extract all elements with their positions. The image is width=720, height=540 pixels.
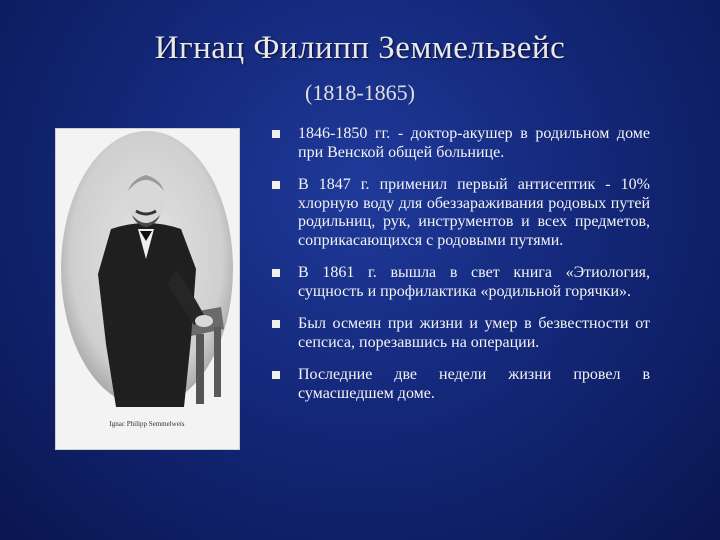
square-bullet-icon	[272, 130, 280, 138]
bullet-item	[272, 366, 650, 403]
square-bullet-icon	[272, 320, 280, 328]
bullet-text: Был осмеян при жизни и умер в безвестности от сепсиса, порезавшись на операции.	[298, 315, 650, 351]
square-bullet-icon	[272, 181, 280, 189]
slide-subtitle: (1818-1865)	[305, 80, 415, 105]
bullet-item	[272, 315, 650, 352]
bullet-text: В 1861 г. вышла в свет книга «Этиология, сущность и профилактика «родильной горячки».	[298, 264, 650, 300]
portrait-photo-icon	[56, 129, 239, 449]
bullet-text: 1846-1850 гг. - доктор-акушер в родильном доме при Венской общей больнице.	[298, 125, 650, 161]
square-bullet-icon	[272, 269, 280, 277]
square-bullet-icon	[272, 371, 280, 379]
bullet-item	[272, 125, 650, 162]
portrait-image	[55, 128, 240, 450]
bullet-text: В 1847 г. применил первый антисептик - 10% хлорную воду для обеззараживания родовых путей родильниц, рук, инструментов и всех предметов, соприкасающихся с родовыми путями.	[298, 176, 650, 249]
portrait-caption: Ignac Philipp Semmelweis	[109, 420, 185, 428]
bullet-item	[272, 264, 650, 301]
bullet-text: Последние две недели жизни провел в сумасшедшем доме.	[298, 366, 650, 402]
bullet-list	[272, 125, 650, 417]
slide-title: Игнац Филипп Земмельвейс	[154, 30, 566, 66]
bullet-item	[272, 176, 650, 250]
